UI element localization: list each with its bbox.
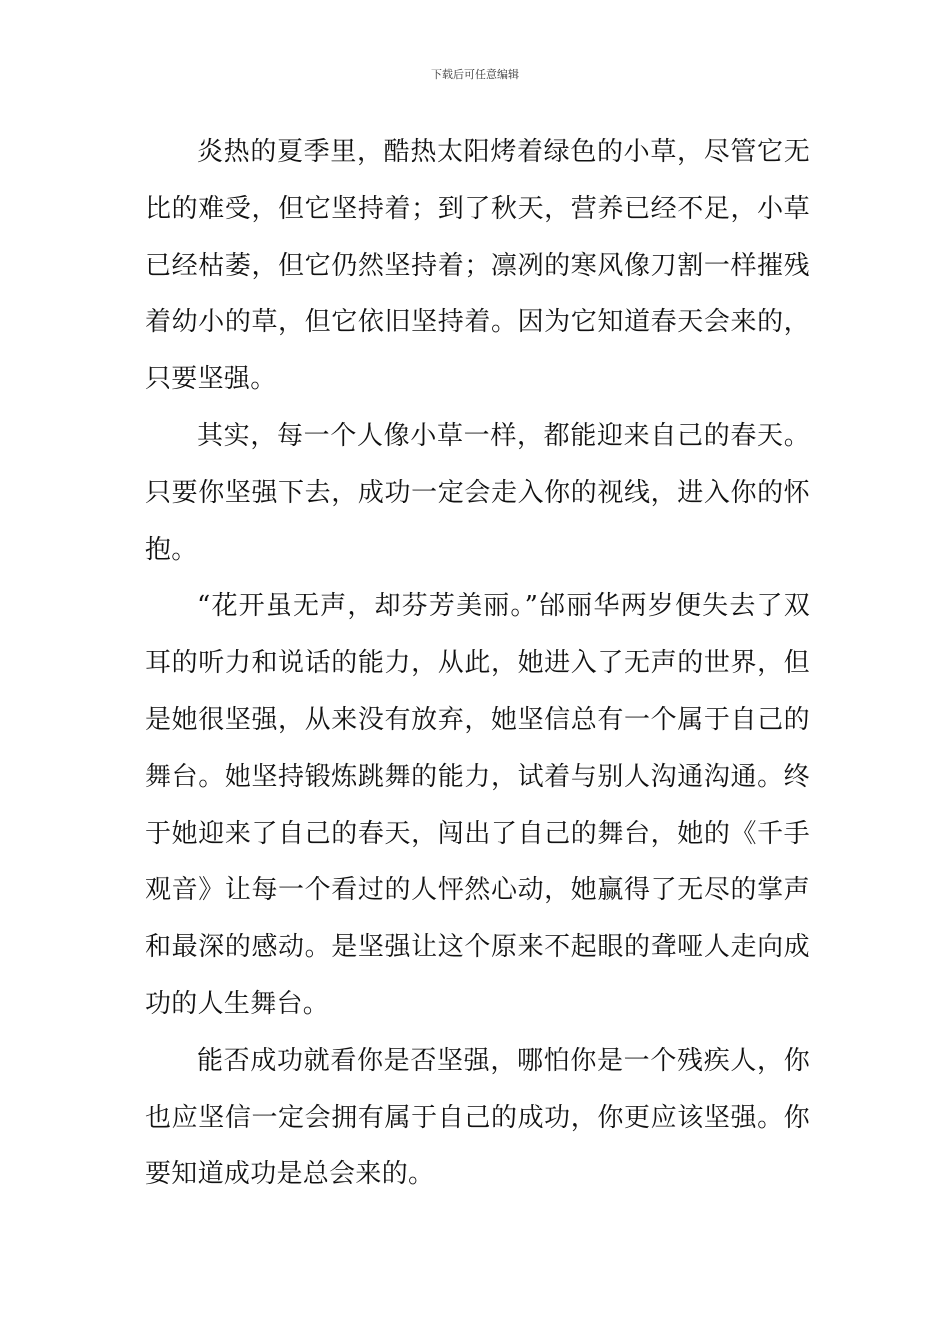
paragraph-1: 炎热的夏季里，酷热太阳烤着绿色的小草，尽管它无比的难受，但它坚持着；到了秋天，营养已经不足，小草已经枯萎，但它仍然坚持着；凛冽的寒风像刀割一样摧残着幼小的草，但它依旧坚持着。因为它知道春天会来的，只要坚强。 [145,137,810,395]
paragraph-3: “花开虽无声，却芬芳美丽。”邰丽华两岁便失去了双耳的听力和说话的能力，从此，她进入了无声的世界，但是她很坚强，从来没有放弃，她坚信总有一个属于自己的舞台。她坚持锻炼跳舞的能力，试着与别人沟通沟通。终于她迎来了自己的春天，闯出了自己的舞台，她的《千手观音》让每一个看过的人怦然心动，她赢得了无尽的掌声和最深的感动。是坚强让这个原来不起眼的聋哑人走向成功的人生舞台。 [145,591,810,1019]
header-note: 下载后可任意编辑 [431,68,519,81]
paragraph-4: 能否成功就看你是否坚强，哪怕你是一个残疾人，你也应坚信一定会拥有属于自己的成功，你更应该坚强。你要知道成功是总会来的。 [145,1045,810,1190]
paragraph-2: 其实，每一个人像小草一样，都能迎来自己的春天。只要你坚强下去，成功一定会走入你的视线，进入你的怀抱。 [145,420,810,565]
document-body [145,124,810,1203]
